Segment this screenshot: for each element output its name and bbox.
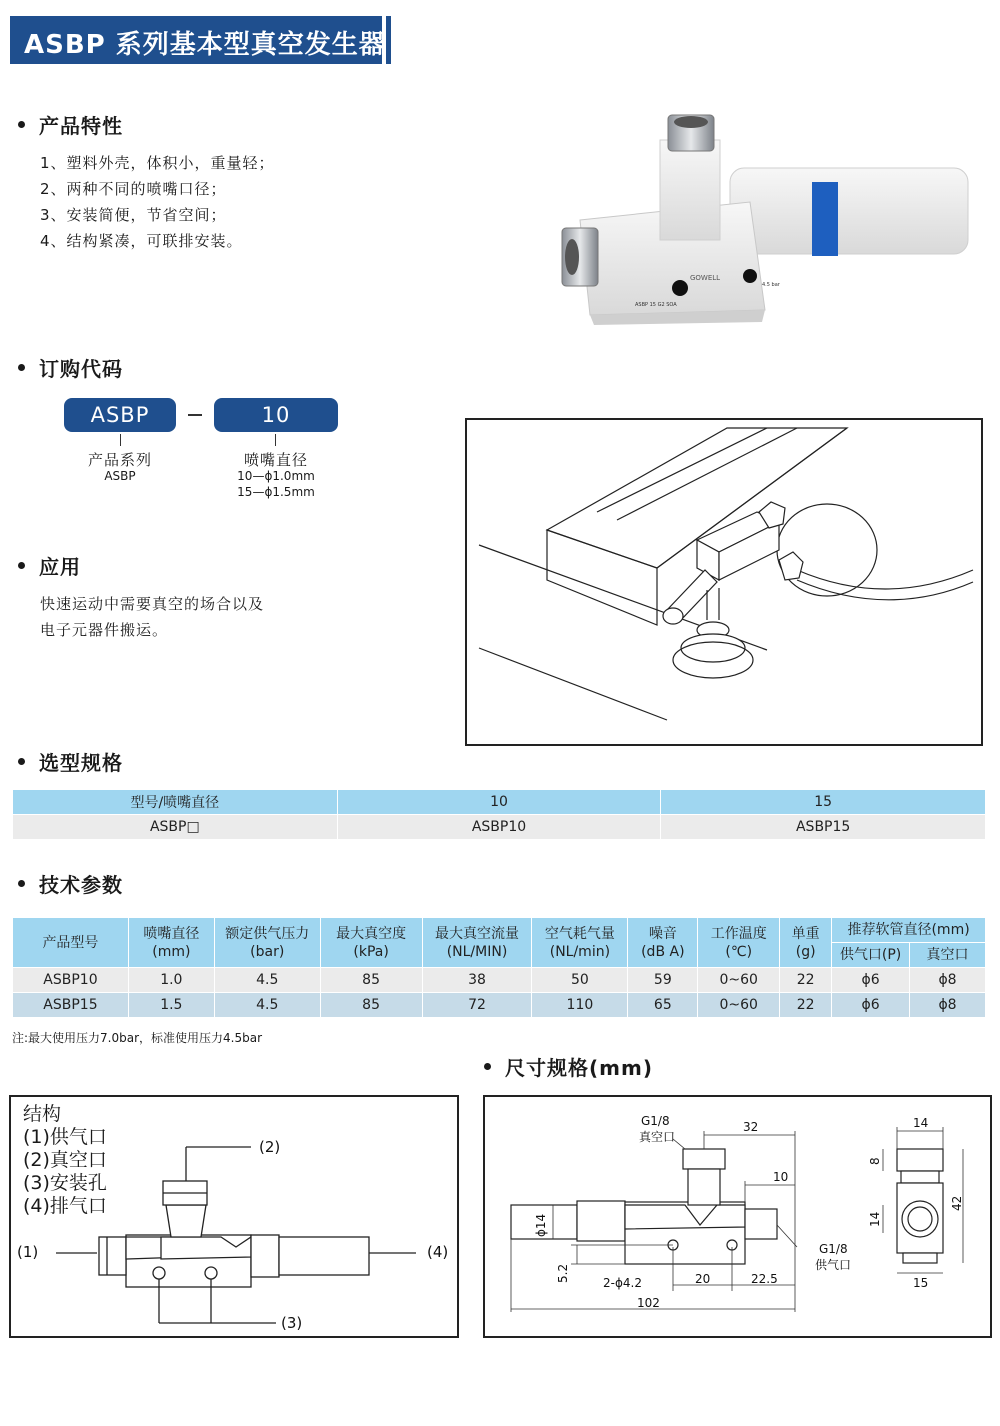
table-header-cell: 型号/喷嘴直径 bbox=[13, 790, 338, 815]
table-cell: ϕ8 bbox=[910, 993, 986, 1018]
features-heading: 产品特性 bbox=[18, 110, 123, 139]
code-caption-series: 产品系列 bbox=[87, 451, 152, 469]
dim-side-14b: 14 bbox=[868, 1211, 882, 1227]
structure-item: (1)供气口 bbox=[23, 1126, 107, 1148]
application-illustration bbox=[467, 420, 981, 744]
table-cell: ϕ6 bbox=[832, 993, 910, 1018]
table-cell: 4.5 bbox=[214, 968, 320, 993]
header-nozzle: 喷嘴直径 (mm) bbox=[128, 918, 214, 968]
title-accent-bar bbox=[386, 16, 391, 64]
table-cell: ASBP□ bbox=[13, 815, 338, 840]
code-sub-nozzle-15: 15—ϕ1.5mm bbox=[237, 485, 315, 499]
table-cell: 38 bbox=[422, 968, 532, 993]
header-model: 产品型号 bbox=[13, 918, 129, 968]
dim-port-side: G1/8 bbox=[819, 1242, 848, 1256]
dim-port-top-name: 真空口 bbox=[639, 1130, 676, 1144]
table-cell: 85 bbox=[320, 968, 422, 993]
table-cell: 85 bbox=[320, 993, 422, 1018]
structure-item: (4)排气口 bbox=[23, 1195, 107, 1217]
code-sub-series: ASBP bbox=[104, 469, 136, 483]
table-cell: 1.5 bbox=[128, 993, 214, 1018]
spec-note: 注:最大使用压力7.0bar，标准使用压力4.5bar bbox=[12, 1031, 263, 1045]
header-consumption: 空气耗气量 (NL/min) bbox=[532, 918, 628, 968]
code-sub-nozzle-10: 10—ϕ1.0mm bbox=[237, 469, 315, 483]
table-cell: ASBP15 bbox=[13, 993, 129, 1018]
code-box-nozzle: 10 bbox=[214, 398, 338, 432]
table-cell: ASBP10 bbox=[337, 815, 661, 840]
feature-item: 2、两种不同的喷嘴口径； bbox=[40, 180, 227, 198]
feature-item: 4、结构紧凑，可联排安装。 bbox=[40, 232, 243, 250]
table-cell: 65 bbox=[628, 993, 698, 1018]
header-tube-vacuum: 真空口 bbox=[910, 943, 986, 968]
callout-exhaust: (4) bbox=[427, 1243, 449, 1261]
table-cell: ϕ6 bbox=[832, 968, 910, 993]
table-cell: ASBP15 bbox=[661, 815, 986, 840]
selection-heading: 选型规格 bbox=[18, 747, 123, 776]
code-tick bbox=[275, 434, 276, 446]
dim-side-42: 42 bbox=[950, 1195, 964, 1211]
dim-22-5: 22.5 bbox=[751, 1272, 778, 1286]
feature-item: 3、安装简便，节省空间； bbox=[40, 206, 227, 224]
product-photo bbox=[550, 110, 980, 330]
table-cell: 4.5 bbox=[214, 993, 320, 1018]
header-noise: 噪音 (dB A) bbox=[628, 918, 698, 968]
dim-side-14a: 14 bbox=[913, 1116, 929, 1130]
table-header-cell: 15 bbox=[661, 790, 986, 815]
application-heading: 应用 bbox=[18, 551, 81, 580]
table-cell: 0~60 bbox=[698, 993, 780, 1018]
dimension-frame bbox=[483, 1095, 992, 1338]
spec-table bbox=[12, 917, 986, 1018]
table-row bbox=[13, 993, 986, 1018]
structure-title: 结构 bbox=[23, 1103, 62, 1125]
structure-frame bbox=[9, 1095, 459, 1338]
dimensions-heading: 尺寸规格(mm) bbox=[484, 1052, 653, 1081]
code-dash bbox=[188, 414, 202, 416]
callout-vacuum: (2) bbox=[259, 1138, 281, 1156]
header-flow: 最大真空流量 (NL/MIN) bbox=[422, 918, 532, 968]
application-illustration-frame bbox=[465, 418, 983, 746]
photo-pressure-text: 4.5 bar bbox=[762, 282, 780, 288]
table-cell: 1.0 bbox=[128, 968, 214, 993]
order-code-heading: 订购代码 bbox=[18, 353, 123, 382]
dim-10: 10 bbox=[773, 1170, 789, 1184]
tech-heading: 技术参数 bbox=[18, 869, 123, 898]
dim-102: 102 bbox=[637, 1296, 660, 1310]
title-bar bbox=[10, 16, 386, 64]
header-vacuum: 最大真空度 (kPa) bbox=[320, 918, 422, 968]
code-caption-nozzle: 喷嘴直径 bbox=[243, 451, 308, 469]
header-pressure: 额定供气压力 (bar) bbox=[214, 918, 320, 968]
dim-side-8: 8 bbox=[868, 1157, 882, 1165]
code-tick bbox=[120, 434, 121, 446]
table-header-cell: 10 bbox=[337, 790, 661, 815]
page-title: ASBP 系列基本型真空发生器 bbox=[24, 30, 386, 60]
table-row bbox=[13, 815, 986, 840]
feature-item: 1、塑料外壳，体积小，重量轻； bbox=[40, 154, 275, 172]
dimension-drawing bbox=[485, 1097, 990, 1336]
table-cell: 22 bbox=[780, 993, 832, 1018]
header-weight: 单重 (g) bbox=[780, 918, 832, 968]
table-cell: ϕ8 bbox=[910, 968, 986, 993]
structure-item: (2)真空口 bbox=[23, 1149, 107, 1171]
header-temperature: 工作温度 (℃) bbox=[698, 918, 780, 968]
table-cell: 50 bbox=[532, 968, 628, 993]
dim-port-side-name: 供气口 bbox=[815, 1258, 852, 1272]
header-tube: 推荐软管直径(mm) bbox=[832, 918, 986, 943]
table-cell: 0~60 bbox=[698, 968, 780, 993]
table-row bbox=[13, 968, 986, 993]
structure-item: (3)安装孔 bbox=[23, 1172, 107, 1194]
photo-brand-text: GOWELL bbox=[690, 274, 721, 282]
callout-mounting: (3) bbox=[281, 1314, 303, 1332]
callout-supply: (1) bbox=[17, 1243, 39, 1261]
table-header-row bbox=[13, 918, 986, 943]
header-tube-supply: 供气口(P) bbox=[832, 943, 910, 968]
table-cell: 110 bbox=[532, 993, 628, 1018]
table-cell: 22 bbox=[780, 968, 832, 993]
application-text: 快速运动中需要真空的场合以及 bbox=[40, 595, 265, 613]
dim-holes: 2-ϕ4.2 bbox=[603, 1276, 642, 1290]
dim-phi14: ϕ14 bbox=[534, 1213, 548, 1237]
table-cell: 72 bbox=[422, 993, 532, 1018]
structure-diagram bbox=[11, 1097, 457, 1336]
table-header-row bbox=[13, 790, 986, 815]
dim-5-2: 5.2 bbox=[556, 1263, 570, 1283]
dim-side-15: 15 bbox=[913, 1276, 929, 1290]
photo-model-text: ASBP 15 G2 SOA bbox=[635, 302, 677, 308]
dim-port-top: G1/8 bbox=[641, 1114, 670, 1128]
table-cell: ASBP10 bbox=[13, 968, 129, 993]
dim-20: 20 bbox=[695, 1272, 711, 1286]
code-box-series: ASBP bbox=[64, 398, 176, 432]
application-text: 电子元器件搬运。 bbox=[40, 621, 169, 639]
selection-table bbox=[12, 789, 986, 840]
dim-32: 32 bbox=[743, 1120, 759, 1134]
table-cell: 59 bbox=[628, 968, 698, 993]
